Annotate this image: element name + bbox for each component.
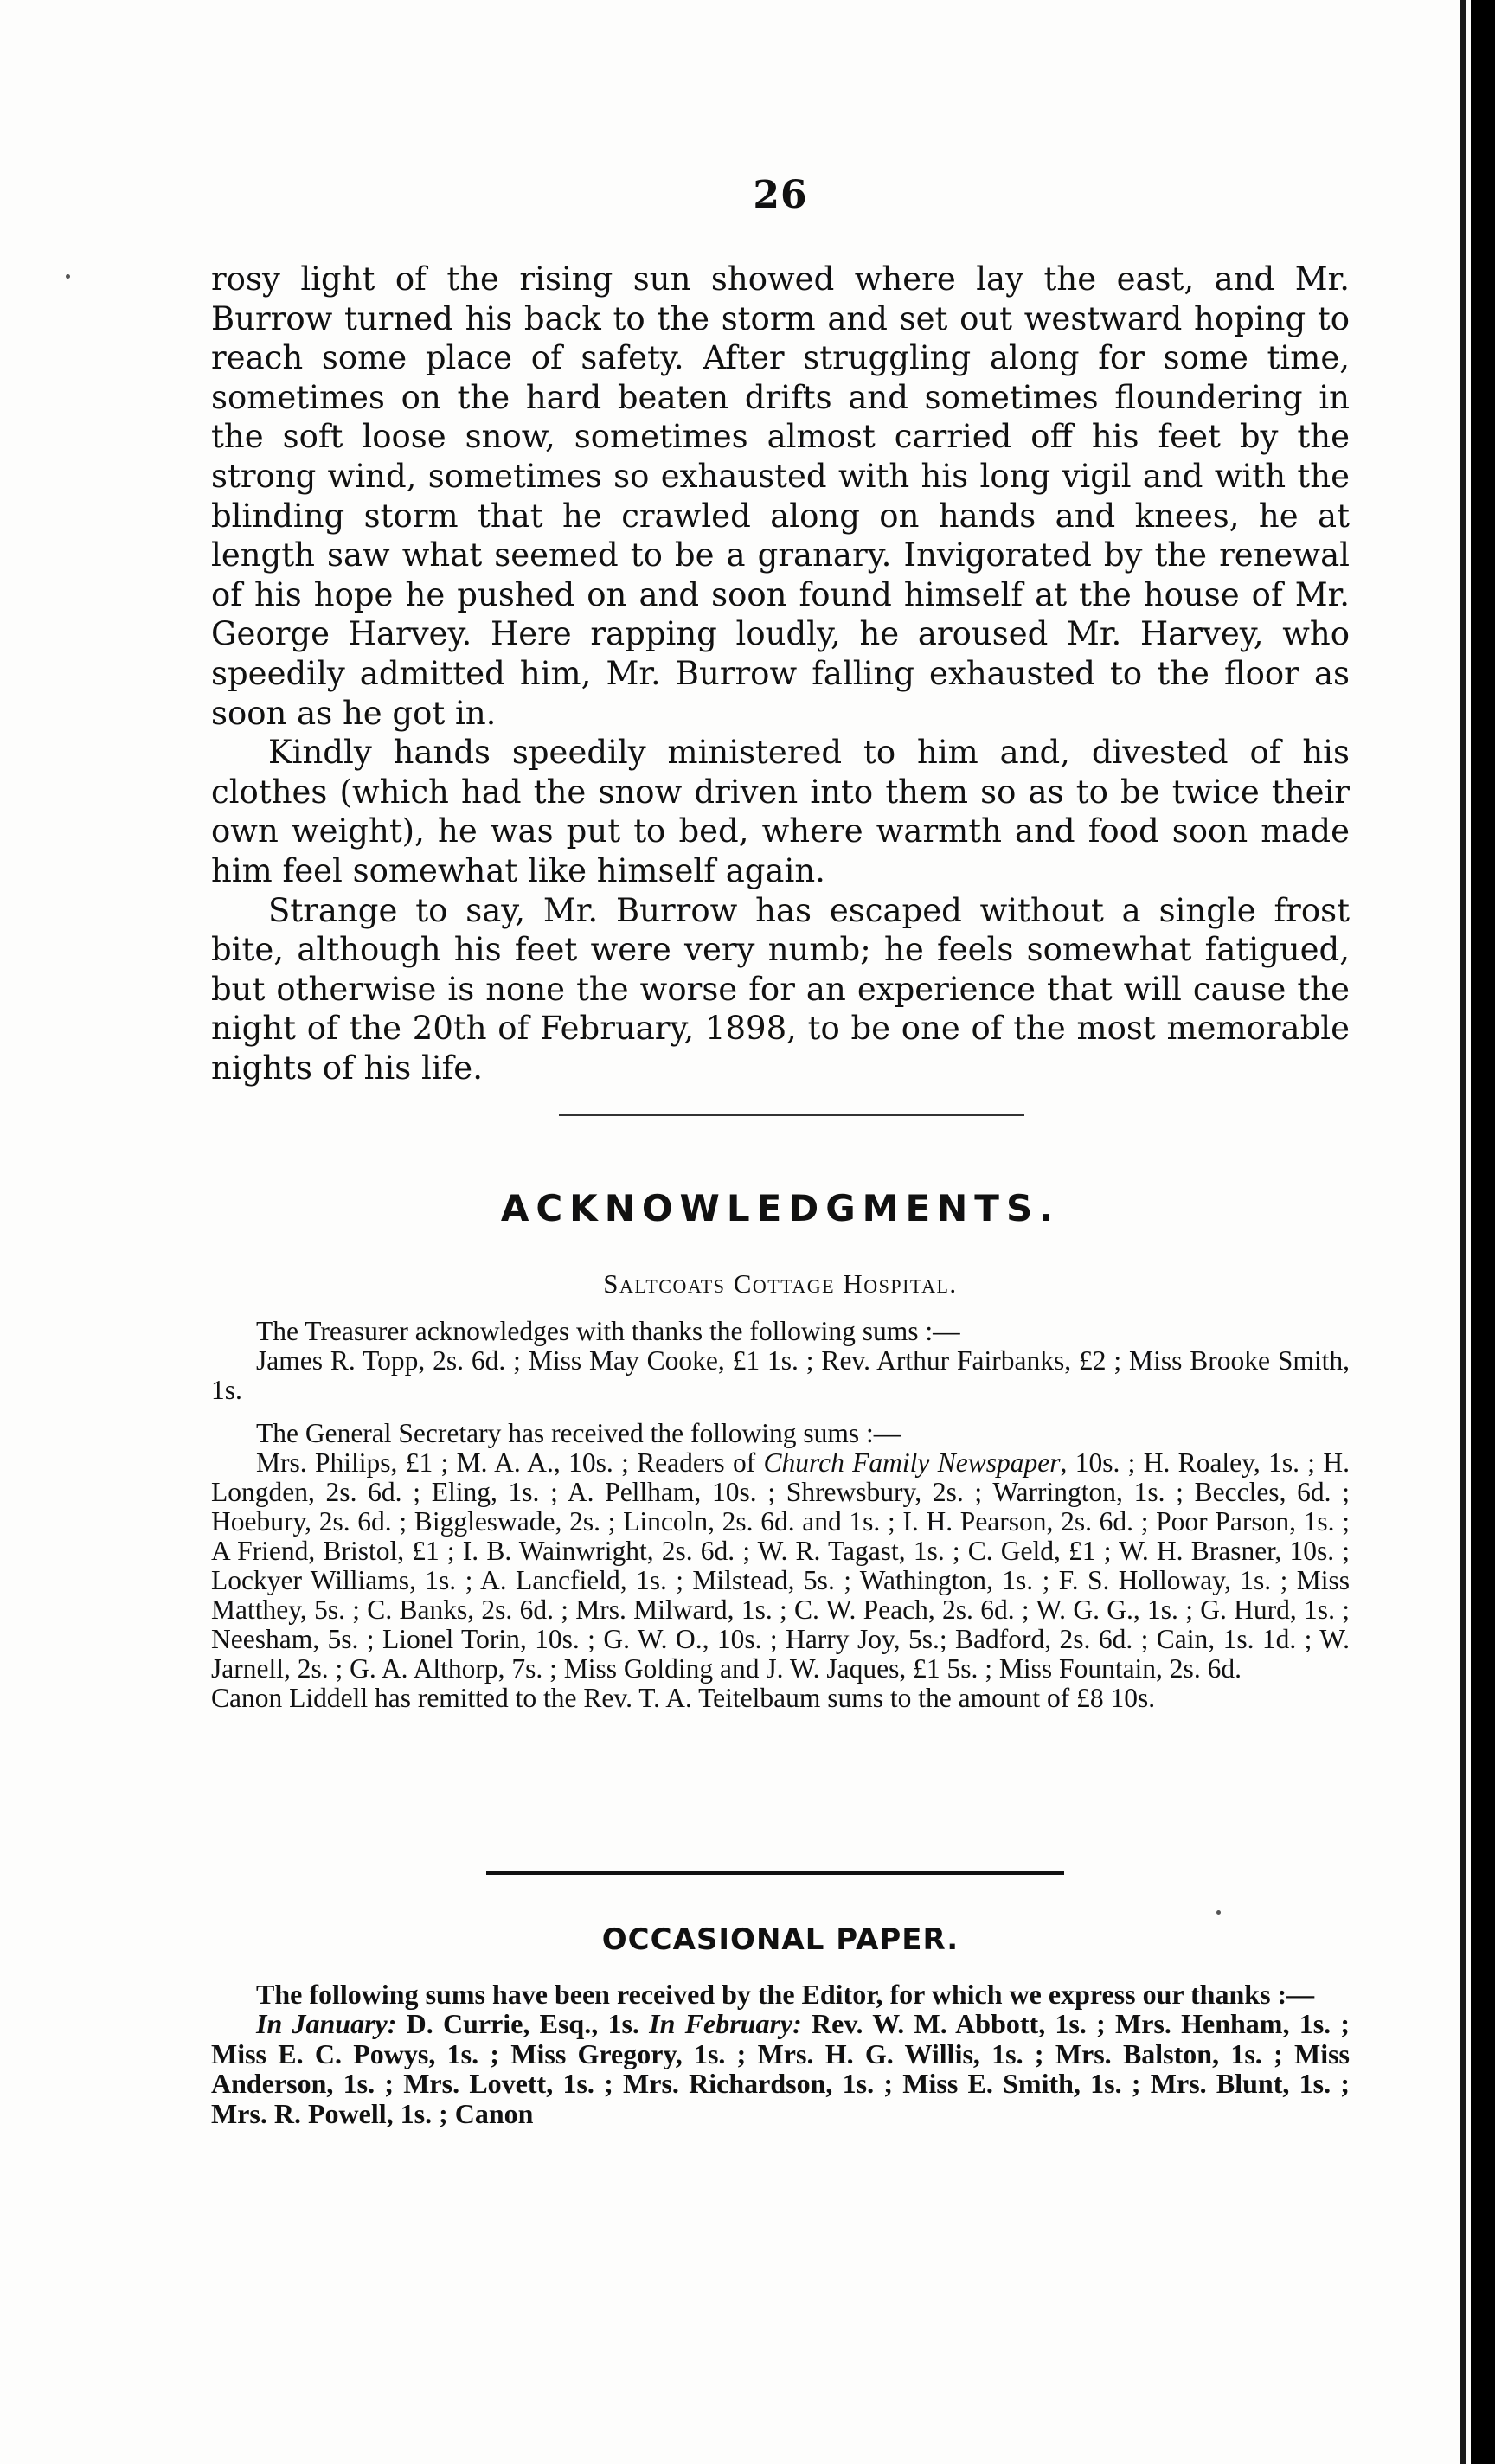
canon-note: Canon Liddell has remitted to the Rev. T. A. Teitelbaum sums to the amount of £8 10s. bbox=[211, 1683, 1156, 1713]
scan-border bbox=[1471, 0, 1495, 2464]
secretary-list-rest: , 10s. ; H. Roaley, 1s. ; H. Longden, 2s. 6d. ; Eling, 1s. ; A. Pellham, 10s. ; Shrewsbury, 2s. ; Warrington, 1s. ; Beccles, 6d. ; Hoebury, 2s. 6d. ; Biggleswade, 2s. ; Lincoln, 2s. 6d. and 1s. ; I. H. Pearson, 2s. 6d. ; Poor Parson, 1s. ; A Friend, Bristol, £1 ; I. B. Wainwright, 2s. 6d. ; W. R. Tagast, 1s. ; C. Geld, £1 ; W. H. Brasner, 10s. ; Lockyer Williams, 1s. ; A. Lancfield, 1s. ; Milstead, 5s. ; Wathington, 1s. ; F. S. Holloway, 1s. ; Miss Matthey, 5s. ; C. Banks, 2s. 6d. ; Mrs. Milward, 1s. ; C. W. Peach, 2s. 6d. ; W. G. G., 1s. ; G. Hurd, 1s. ; Neesham, 5s. ; Lionel Torin, 10s. ; G. W. O., 10s. ; Harry Joy, 5s.; Badford, 2s. 6d. ; Cain, 1s. 1d. ; W. Jarnell, 2s. ; G. A. Althorp, 7s. ; Miss Golding and J. W. Jaques, £1 5s. ; Miss Fountain, 2s. 6d. bbox=[211, 1447, 1350, 1684]
paper-speck bbox=[1216, 1910, 1221, 1915]
february-list: Rev. W. M. Abbott, 1s. ; Mrs. Henham, 1s. ; Miss E. C. Powys, 1s. ; Miss Gregory, 1s. ; Mrs. H. G. Willis, 1s. ; Mrs. Balston, 1s. ; Miss Anderson, 1s. ; Mrs. Lovett, 1s. ; Mrs. Richardson, 1s. ; Miss E. Smith, 1s. ; Mrs. Blunt, 1s. ; Mrs. R. Powell, 1s. ; Canon bbox=[211, 2008, 1351, 2129]
january-label: In January: bbox=[256, 2008, 397, 2040]
paper-speck bbox=[66, 274, 70, 279]
occasional-list bbox=[211, 2009, 1350, 2128]
secretary-list-start: Mrs. Philips, £1 ; M. A. A., 10s. ; Readers of bbox=[256, 1447, 764, 1478]
story-text bbox=[211, 260, 1350, 1088]
hospital-subheading: Saltcoats Cottage Hospital. bbox=[603, 1268, 958, 1299]
story-paragraph: Kindly hands speedily ministered to him and, divested of his clothes (which had the snow driven into them so as to be twice their own weight), he was put to bed, where warmth and food soon made him feel somewhat like himself again. bbox=[211, 734, 1350, 889]
section-divider bbox=[559, 1114, 1024, 1116]
secretary-section bbox=[211, 1419, 1350, 1713]
page-number: 26 bbox=[753, 173, 808, 217]
occasional-paper-section bbox=[211, 1980, 1350, 2128]
treasurer-section bbox=[211, 1317, 1350, 1405]
occasional-intro: The following sums have been received by the Editor, for which we express our thanks :— bbox=[256, 1979, 1315, 2010]
secretary-list bbox=[211, 1448, 1350, 1684]
february-label: In February: bbox=[649, 2008, 802, 2040]
treasurer-intro: The Treasurer acknowledges with thanks the following sums :— bbox=[256, 1316, 960, 1346]
occasional-paper-heading: OCCASIONAL PAPER. bbox=[601, 1922, 959, 1957]
story-paragraph: Strange to say, Mr. Burrow has escaped without a single frost bite, although his feet were very numb; he feels somewhat fatigued, but otherwise is none the worse for an experience that will cause the night of the 20th of February, 1898, to be one of the most memorable nights of his life. bbox=[211, 891, 1350, 1087]
january-list: D. Currie, Esq., 1s. bbox=[396, 2008, 650, 2040]
page-edge-rule bbox=[1460, 0, 1466, 2464]
acknowledgments-heading: ACKNOWLEDGMENTS. bbox=[500, 1187, 1061, 1229]
secretary-intro: The General Secretary has received the following sums :— bbox=[256, 1418, 901, 1448]
treasurer-list: James R. Topp, 2s. 6d. ; Miss May Cooke, £1 1s. ; Rev. Arthur Fairbanks, £2 ; Miss Brooke Smith, 1s. bbox=[211, 1345, 1350, 1405]
story-paragraph: rosy light of the rising sun showed where lay the east, and Mr. Burrow turned his back to the storm and set out westward hoping to reach some place of safety. After struggling along for some time, sometimes on the hard beaten drifts and sometimes floundering in the soft loose snow, sometimes almost carried off his feet by the strong wind, sometimes so exhausted with his long vigil and with the blinding storm that he crawled along on hands and knees, he at length saw what seemed to be a granary. Invigorated by the renewal of his hope he pushed on and soon found himself at the house of Mr. George Harvey. Here rapping loudly, he aroused Mr. Harvey, who speedily admitted him, Mr. Burrow falling exhausted to the floor as soon as he got in. bbox=[211, 260, 1350, 732]
section-divider-bold bbox=[486, 1871, 1064, 1875]
newspaper-title: Church Family Newspaper bbox=[763, 1447, 1061, 1478]
